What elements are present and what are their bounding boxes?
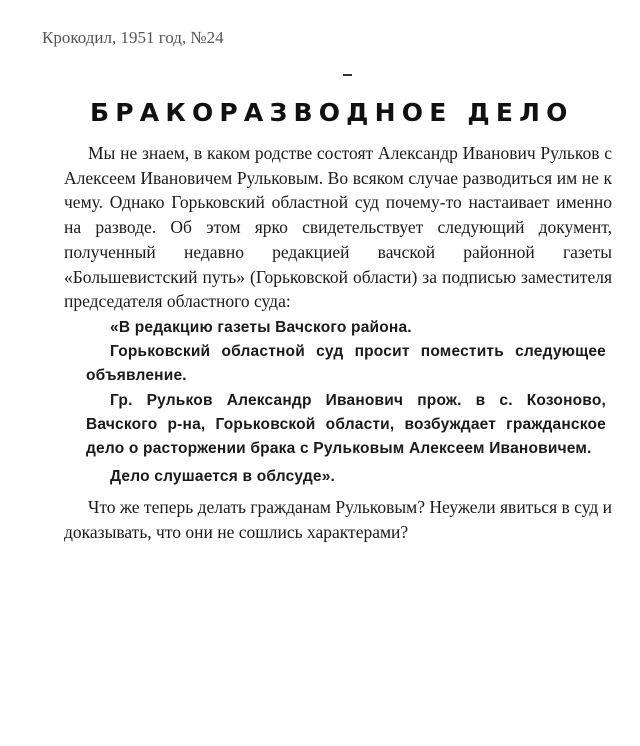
article-intro-paragraph: Мы не знаем, в каком родстве состоят Александр Иванович Рульков с Алексеем Ивановичем Рульковым. Во всяком случае разводиться им не к чему. Однако Горьковский областной суд почему-то настаивает именно на разводе. Об этом ярко свидетельствует следующий документ, полученный недавно редакцией вачской районной газеты «Большевистский путь» (Горьковской области) за подписью заместителя председателя областного суда: bbox=[64, 143, 612, 312]
quote-line-request: Горьковский областной суд просит поместить следующее объявление. bbox=[86, 343, 606, 385]
article-title: БРАКОРАЗВОДНОЕ ДЕЛО bbox=[90, 98, 574, 127]
quoted-document bbox=[64, 316, 612, 489]
quote-line-venue: Дело слушается в облсуде». bbox=[110, 468, 336, 486]
source-caption: Крокодил, 1951 год, №24 bbox=[42, 28, 224, 47]
decorative-dash bbox=[343, 74, 352, 76]
quote-line-announcement: Гр. Рульков Александр Иванович прож. в с. Козоново, Вачского р-на, Горьковской области, возбуждает гражданское дело о расторжении брака с Рульковым Алексеем Ивановичем. bbox=[86, 391, 606, 457]
quote-line-addressee: «В редакцию газеты Вачского района. bbox=[110, 318, 412, 336]
article-clipping bbox=[64, 98, 612, 545]
article-closing-paragraph: Что же теперь делать гражданам Рульковым? Неужели явиться в суд и доказывать, что они не сошлись характерами? bbox=[64, 497, 612, 543]
